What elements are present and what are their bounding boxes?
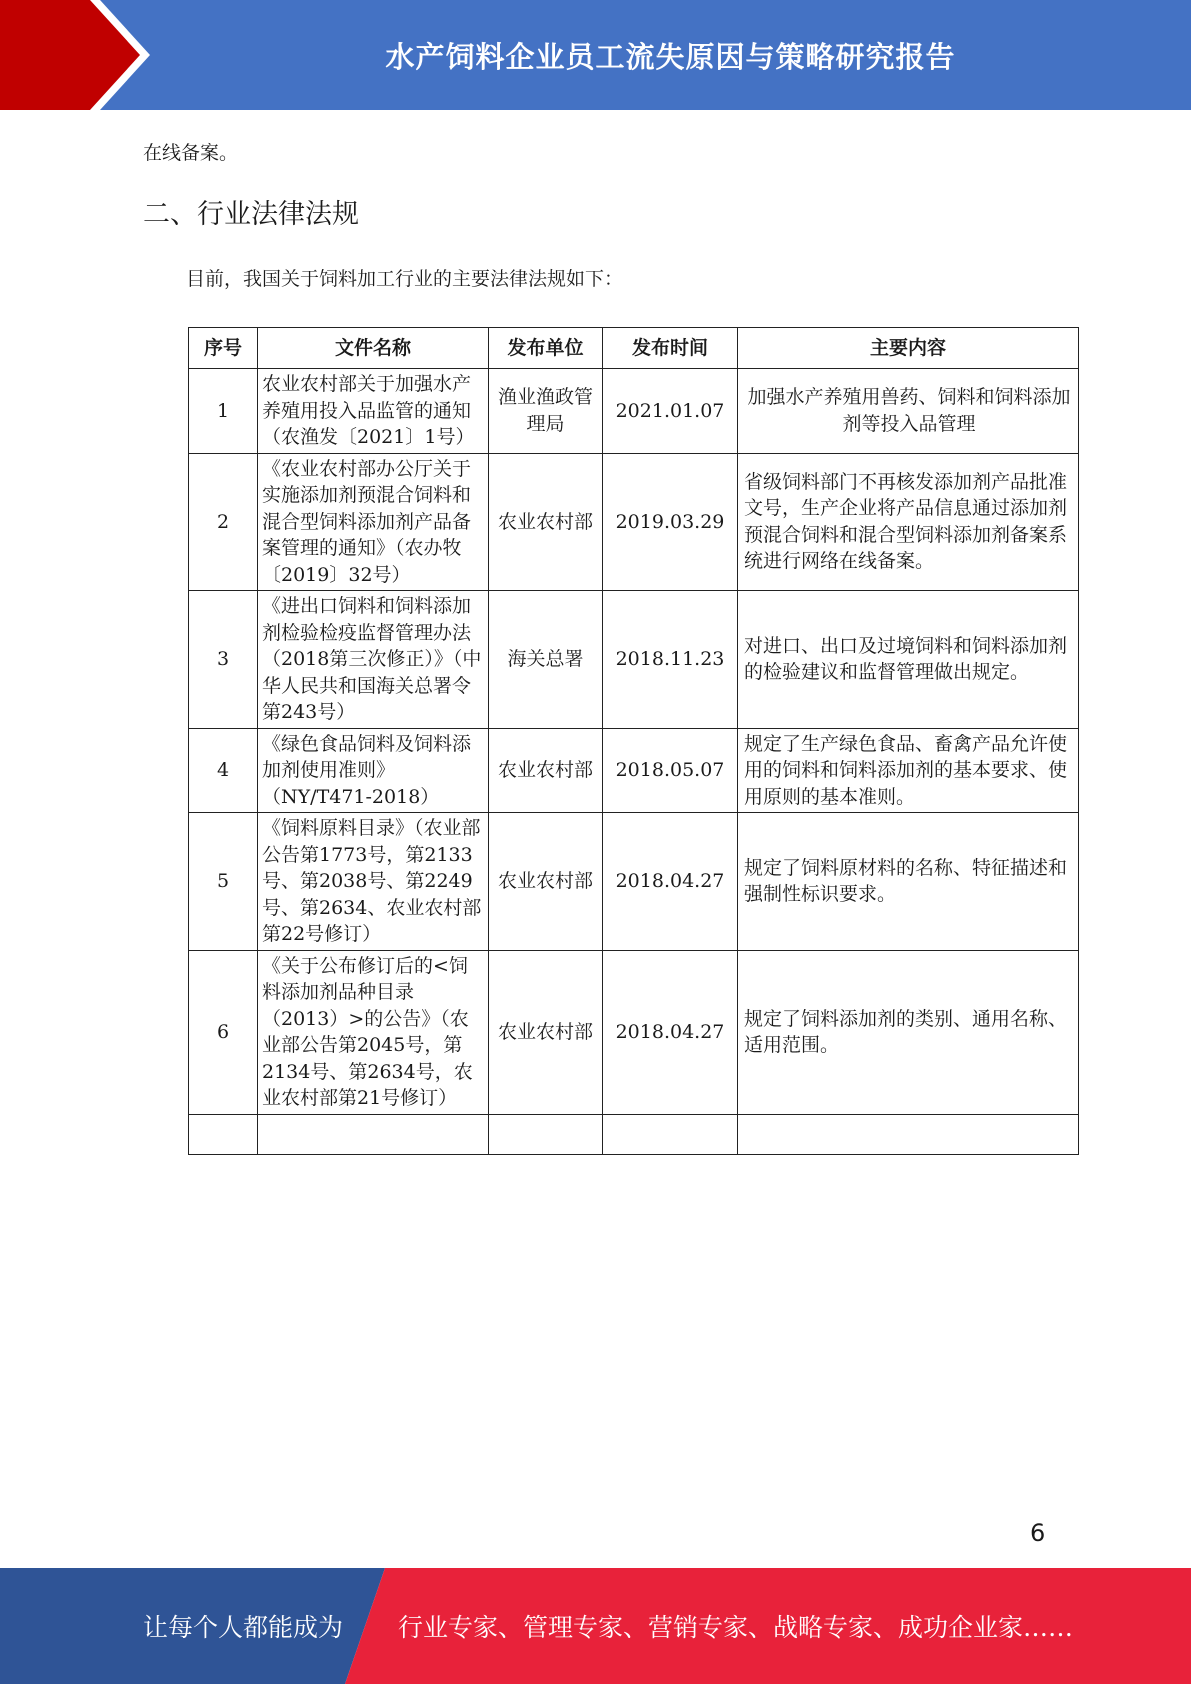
column-header-unit: 发布单位 — [489, 328, 603, 369]
regulations-table-wrapper — [188, 327, 1078, 1109]
cell-unit: 农业农村部 — [489, 728, 603, 813]
cell-name: 《绿色食品饲料及饲料添加剂使用准则》（NY/T471-2018） — [258, 728, 489, 813]
cell-empty — [189, 1114, 258, 1154]
cell-content: 省级饲料部门不再核发添加剂产品批准文号，生产企业将产品信息通过添加剂预混合饲料和混合型饲料添加剂备案系统进行网络在线备案。 — [738, 453, 1079, 591]
column-header-name: 文件名称 — [258, 328, 489, 369]
table-row — [189, 950, 1079, 1114]
cell-no: 3 — [189, 591, 258, 729]
cell-name: 《关于公布修订后的<饲料添加剂品种目录（2013）>的公告》（农业部公告第2045号，第2134号、第2634号，农业农村部第21号修订） — [258, 950, 489, 1114]
cell-no: 2 — [189, 453, 258, 591]
column-header-no: 序号 — [189, 328, 258, 369]
cell-no: 1 — [189, 369, 258, 454]
table-row — [189, 453, 1079, 591]
column-header-date: 发布时间 — [603, 328, 738, 369]
footer-slogan-left: 让每个人都能成为 — [143, 1613, 344, 1642]
cell-no: 6 — [189, 950, 258, 1114]
cell-date: 2018.11.23 — [603, 591, 738, 729]
cell-unit: 农业农村部 — [489, 453, 603, 591]
cell-date: 2018.04.27 — [603, 950, 738, 1114]
cell-unit: 渔业渔政管理局 — [489, 369, 603, 454]
cell-date: 2019.03.29 — [603, 453, 738, 591]
section-heading: 二、行业法律法规 — [143, 199, 359, 230]
footer-slogan-right: 行业专家、管理专家、营销专家、战略专家、成功企业家…… — [398, 1613, 1074, 1642]
cell-name: 《农业农村部办公厅关于实施添加剂预混合饲料和混合型饲料添加剂产品备案管理的通知》（农办牧〔2019〕32号） — [258, 453, 489, 591]
column-header-content: 主要内容 — [738, 328, 1079, 369]
cell-content: 对进口、出口及过境饲料和饲料添加剂的检验建议和监督管理做出规定。 — [738, 591, 1079, 729]
page-number: 6 — [1030, 1519, 1046, 1547]
cell-no: 5 — [189, 813, 258, 951]
page-footer — [0, 1568, 1191, 1684]
table-row — [189, 728, 1079, 813]
cell-date: 2018.05.07 — [603, 728, 738, 813]
intro-paragraph: 目前，我国关于饲料加工行业的主要法律法规如下： — [186, 268, 624, 290]
cell-name: 《进出口饲料和饲料添加剂检验检疫监督管理办法（2018第三次修正）》（中华人民共和国海关总署令第243号） — [258, 591, 489, 729]
intro-line: 在线备案。 — [143, 142, 239, 164]
cell-date: 2021.01.07 — [603, 369, 738, 454]
cell-content: 规定了生产绿色食品、畜禽产品允许使用的饲料和饲料添加剂的基本要求、使用原则的基本准则。 — [738, 728, 1079, 813]
table-header-row — [189, 328, 1079, 369]
cell-content: 规定了饲料原材料的名称、特征描述和强制性标识要求。 — [738, 813, 1079, 951]
cell-empty — [738, 1114, 1079, 1154]
cell-name: 《饲料原料目录》（农业部公告第1773号，第2133号、第2038号、第2249号、第2634、农业农村部第22号修订） — [258, 813, 489, 951]
cell-unit: 农业农村部 — [489, 950, 603, 1114]
cell-empty — [603, 1114, 738, 1154]
cell-unit: 农业农村部 — [489, 813, 603, 951]
cell-content: 加强水产养殖用兽药、饲料和饲料添加剂等投入品管理 — [738, 369, 1079, 454]
table-row-cut-off — [189, 1114, 1079, 1154]
cell-content: 规定了饲料添加剂的类别、通用名称、适用范围。 — [738, 950, 1079, 1114]
header-title: 水产饲料企业员工流失原因与策略研究报告 — [385, 39, 956, 74]
cell-date: 2018.04.27 — [603, 813, 738, 951]
cell-empty — [258, 1114, 489, 1154]
regulations-table — [188, 327, 1079, 1155]
table-row — [189, 369, 1079, 454]
cell-unit: 海关总署 — [489, 591, 603, 729]
cell-name: 农业农村部关于加强水产养殖用投入品监管的通知（农渔发〔2021〕1号） — [258, 369, 489, 454]
table-row — [189, 591, 1079, 729]
page-header — [0, 0, 1191, 110]
table-row — [189, 813, 1079, 951]
cell-no: 4 — [189, 728, 258, 813]
cell-empty — [489, 1114, 603, 1154]
